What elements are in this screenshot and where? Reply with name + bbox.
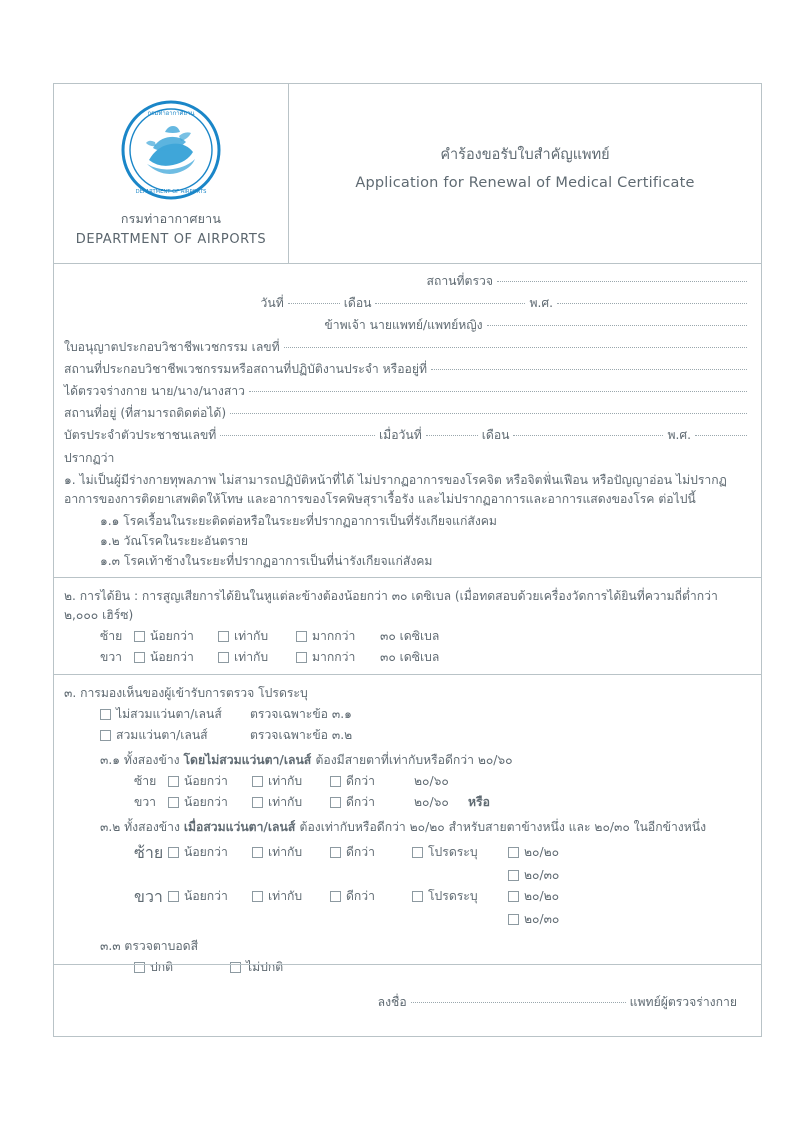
checkbox-icon[interactable] xyxy=(508,847,519,858)
form-header xyxy=(54,84,761,264)
vision32-right-label: ขวา xyxy=(134,887,163,906)
checkbox-icon[interactable] xyxy=(296,631,307,642)
svg-text:DEPARTMENT OF AIRPORTS: DEPARTMENT OF AIRPORTS xyxy=(135,189,207,195)
vision31-right-less-option[interactable] xyxy=(168,792,252,813)
signature-label: ลงชื่อ xyxy=(377,995,407,1009)
section3-1-heading xyxy=(64,750,751,771)
header-logo-cell xyxy=(54,84,289,263)
checkbox-icon[interactable] xyxy=(252,891,263,902)
section3-2-heading-part2: เมื่อสวมแว่นตา/เลนส์ xyxy=(183,820,300,834)
exam-date-row xyxy=(64,295,751,312)
checkbox-icon[interactable] xyxy=(508,870,519,881)
vision32-left-better-label: ดีกว่า xyxy=(346,845,375,859)
doctor-name-label: ข้าพเจ้า นายแพทย์/แพทย์หญิง xyxy=(324,318,483,332)
examinee-name-input[interactable] xyxy=(249,391,747,392)
hearing-right-equal-option[interactable] xyxy=(218,647,296,668)
idcard-label: บัตรประจำตัวประชาชนเลขที่ xyxy=(64,428,217,442)
section3-1-heading-part1: ๓.๑ ทั้งสองข้าง xyxy=(100,753,184,767)
checkbox-icon[interactable] xyxy=(330,797,341,808)
examinee-name-label: ได้ตรวจร่างกาย นาย/นาง/นางสาว xyxy=(64,384,245,398)
vision31-right-equal-option[interactable] xyxy=(252,792,330,813)
vision32-right-value2-label: ๒๐/๓๐ xyxy=(524,912,560,926)
vision32-left-better-option[interactable] xyxy=(330,842,412,863)
section1-item-1: ๑.๑ โรคเรื้อนในระยะติดต่อหรือในระยะที่ปรากฏอาการเป็นที่รังเกียจแก่สังคม xyxy=(100,514,497,528)
section2-heading: ๒. การได้ยิน : การสูญเสียการได้ยินในหูแต่ละข้างต้องน้อยกว่า ๓๐ เดซิเบล (เมื่อทดสอบด้วยเครื่องวัดการได้ยินที่ความถี่ต่ำกว่า ๒,๐๐๐ เฮิร์ซ) xyxy=(64,589,718,622)
signature-role-label: แพทย์ผู้ตรวจร่างกาย xyxy=(629,995,737,1009)
checkbox-icon[interactable] xyxy=(508,914,519,925)
license-input[interactable] xyxy=(284,347,747,348)
section3-3-heading: ๓.๓ ตรวจตาบอดสี xyxy=(100,939,199,953)
checkbox-icon[interactable] xyxy=(330,891,341,902)
hearing-left-more-option[interactable] xyxy=(296,626,378,647)
address-label: สถานที่อยู่ (ที่สามารถติดต่อได้) xyxy=(64,406,227,420)
vision31-right-label: ขวา xyxy=(134,795,157,809)
vision32-left-value1-option[interactable] xyxy=(508,842,559,863)
vision31-left-equal-label: เท่ากับ xyxy=(268,774,303,788)
checkbox-icon[interactable] xyxy=(100,709,111,720)
checkbox-icon[interactable] xyxy=(330,776,341,787)
vision32-right-less-option[interactable] xyxy=(168,886,252,907)
checkbox-icon[interactable] xyxy=(508,891,519,902)
vision31-right-better-label: ดีกว่า xyxy=(346,795,375,809)
license-row xyxy=(64,339,751,356)
checkbox-icon[interactable] xyxy=(134,652,145,663)
department-of-airports-seal-icon xyxy=(119,98,223,202)
vision-mode-lens-option[interactable] xyxy=(100,725,250,746)
vision31-left-less-label: น้อยกว่า xyxy=(184,774,228,788)
section1-text: ๑. ไม่เป็นผู้มีร่างกายทุพลภาพ ไม่สามารถปฏิบัติหน้าที่ได้ ไม่ปรากฏอาการของโรคจิต หรือจิตฟั่นเฟือน หรือปัญญาอ่อน ไม่ปรากฏอาการของการติดยาเสพติดให้โทษ และอาการของโรคพิษสุราเรื้อรัง และไม่ปรากฏอาการและอาการแสดงของโรค ต่อไปนี้ xyxy=(64,473,727,506)
examinee-name-row xyxy=(64,383,751,400)
section3-vision xyxy=(54,675,761,978)
exam-place-label: สถานที่ตรวจ xyxy=(426,274,493,288)
section2-hearing xyxy=(54,578,761,668)
signature-row xyxy=(54,965,761,1012)
svg-text:กรมท่าอากาศยาน: กรมท่าอากาศยาน xyxy=(147,110,195,117)
hearing-left-less-label: น้อยกว่า xyxy=(150,629,194,643)
hearing-right-value: ๓๐ เดซิเบล xyxy=(380,650,440,664)
hearing-left-equal-label: เท่ากับ xyxy=(234,629,269,643)
vision31-row-right xyxy=(64,792,751,813)
month-label: เดือน xyxy=(343,296,372,310)
vision32-left-less-option[interactable] xyxy=(168,842,252,863)
checkbox-icon[interactable] xyxy=(168,891,179,902)
vision31-left-better-option[interactable] xyxy=(330,771,412,792)
vision-mode-row-2 xyxy=(64,725,751,746)
vision32-left-specify-option[interactable] xyxy=(412,842,508,863)
doctor-name-input[interactable] xyxy=(487,325,747,326)
address-row xyxy=(64,405,751,422)
idcard-when-label: เมื่อวันที่ xyxy=(379,428,422,442)
section1-item-3: ๑.๓ โรคเท้าช้างในระยะที่ปรากฏอาการเป็นที่น่ารังเกียจแก่สังคม xyxy=(100,554,433,568)
section3-2-heading xyxy=(64,817,751,838)
section3-1-heading-part3: ต้องมีสายตาที่เท่ากับหรือดีกว่า ๒๐/๖๐ xyxy=(315,753,513,767)
colorblind-abnormal-label: ไม่ปกติ xyxy=(246,960,284,974)
section1-item-2: ๑.๒ วัณโรคในระยะอันตราย xyxy=(100,534,249,548)
checkbox-icon[interactable] xyxy=(218,652,229,663)
vision32-right-values xyxy=(508,886,559,930)
vision32-left-value2-label: ๒๐/๓๐ xyxy=(524,868,560,882)
hearing-left-value: ๓๐ เดซิเบล xyxy=(380,629,440,643)
hearing-right-equal-label: เท่ากับ xyxy=(234,650,269,664)
checkbox-icon[interactable] xyxy=(134,631,145,642)
hearing-right-more-label: มากกว่า xyxy=(312,650,356,664)
idcard-day-input[interactable] xyxy=(426,435,478,436)
hearing-right-more-option[interactable] xyxy=(296,647,378,668)
idcard-year-label: พ.ศ. xyxy=(667,428,691,442)
checkbox-icon[interactable] xyxy=(252,776,263,787)
vision32-row-right xyxy=(64,886,751,930)
vision31-right-equal-label: เท่ากับ xyxy=(268,795,303,809)
vision32-left-equal-option[interactable] xyxy=(252,842,330,863)
form-title-thai: คำร้องขอรับใบสำคัญแพทย์ xyxy=(440,146,610,163)
hearing-right-less-label: น้อยกว่า xyxy=(150,650,194,664)
idcard-month-input[interactable] xyxy=(513,435,663,436)
vision31-left-better-label: ดีกว่า xyxy=(346,774,375,788)
section3-2-heading-part3: ต้องเท่ากับหรือดีกว่า ๒๐/๒๐ สำหรับสายตาข้างหนึ่ง และ ๒๐/๓๐ ในอีกข้างหนึ่ง xyxy=(299,820,707,834)
date-label: วันที่ xyxy=(260,296,284,310)
checkbox-icon[interactable] xyxy=(296,652,307,663)
vision32-left-values xyxy=(508,842,559,886)
address-input[interactable] xyxy=(230,413,747,414)
section3-2-heading-part1: ๓.๒ ทั้งสองข้าง xyxy=(100,820,184,834)
hearing-right-label: ขวา xyxy=(100,650,123,664)
vision31-left-label: ซ้าย xyxy=(134,774,157,788)
vision32-right-equal-label: เท่ากับ xyxy=(268,889,303,903)
vision32-right-better-label: ดีกว่า xyxy=(346,889,375,903)
checkbox-icon[interactable] xyxy=(218,631,229,642)
hearing-left-more-label: มากกว่า xyxy=(312,629,356,643)
section3-1-heading-part2: โดยไม่สวมแว่นตา/เลนส์ xyxy=(183,753,316,767)
header-title-cell xyxy=(289,84,761,263)
vision32-left-value2-option[interactable] xyxy=(508,865,559,886)
vision31-left-value: ๒๐/๖๐ xyxy=(414,774,449,788)
vision31-right-better-option[interactable] xyxy=(330,792,412,813)
vision32-left-specify-label: โปรดระบุ xyxy=(428,845,478,859)
checkbox-icon[interactable] xyxy=(168,847,179,858)
signature-input[interactable] xyxy=(411,1002,626,1003)
vision32-right-specify-option[interactable] xyxy=(412,886,508,907)
section3-heading: ๓. การมองเห็นของผู้เข้ารับการตรวจ โปรดระบุ xyxy=(64,686,308,700)
checkbox-icon[interactable] xyxy=(168,797,179,808)
checkbox-icon[interactable] xyxy=(252,797,263,808)
vision31-left-equal-option[interactable] xyxy=(252,771,330,792)
vision31-left-less-option[interactable] xyxy=(168,771,252,792)
practice-place-label: สถานที่ประกอบวิชาชีพเวชกรรมหรือสถานที่ปฏิบัติงานประจำ หรืออยู่ที่ xyxy=(64,362,428,376)
year-input[interactable] xyxy=(557,303,747,304)
hearing-right-less-option[interactable] xyxy=(134,647,218,668)
vision31-right-less-label: น้อยกว่า xyxy=(184,795,228,809)
vision32-left-value1-label: ๒๐/๒๐ xyxy=(524,845,560,859)
vision32-right-equal-option[interactable] xyxy=(252,886,330,907)
month-input[interactable] xyxy=(375,303,525,304)
vision31-row-left xyxy=(64,771,751,792)
form-title-english: Application for Renewal of Medical Certificate xyxy=(355,174,695,191)
idcard-input[interactable] xyxy=(220,435,375,436)
vision32-right-value2-option[interactable] xyxy=(508,909,559,930)
applicant-fields-block xyxy=(54,264,761,571)
vision32-right-less-label: น้อยกว่า xyxy=(184,889,228,903)
vision-mode-row-1 xyxy=(64,704,751,725)
checkbox-icon[interactable] xyxy=(330,847,341,858)
vision-mode-nolens-note: ตรวจเฉพาะข้อ ๓.๑ xyxy=(250,707,352,721)
vision32-right-specify-label: โปรดระบุ xyxy=(428,889,478,903)
license-label: ใบอนุญาตประกอบวิชาชีพเวชกรรม เลขที่ xyxy=(64,340,280,354)
checkbox-icon[interactable] xyxy=(252,847,263,858)
org-name-thai: กรมท่าอากาศยาน xyxy=(120,211,222,226)
form-document xyxy=(53,83,762,1037)
hearing-left-less-option[interactable] xyxy=(134,626,218,647)
practice-place-row xyxy=(64,361,751,378)
vision-mode-lens-note: ตรวจเฉพาะข้อ ๓.๒ xyxy=(250,728,353,742)
vision31-or-label: หรือ xyxy=(468,795,490,809)
result-intro-label: ปรากฏว่า xyxy=(64,451,115,465)
vision32-right-value1-label: ๒๐/๒๐ xyxy=(524,889,560,903)
doctor-name-row xyxy=(64,317,751,334)
vision32-left-equal-label: เท่ากับ xyxy=(268,845,303,859)
hearing-left-equal-option[interactable] xyxy=(218,626,296,647)
vision32-left-less-label: น้อยกว่า xyxy=(184,845,228,859)
org-name-english: DEPARTMENT OF AIRPORTS xyxy=(75,232,267,247)
checkbox-icon[interactable] xyxy=(412,891,423,902)
exam-place-row xyxy=(64,273,751,290)
checkbox-icon[interactable] xyxy=(168,776,179,787)
checkbox-icon[interactable] xyxy=(100,730,111,741)
vision31-right-value: ๒๐/๖๐ xyxy=(414,795,449,809)
vision-mode-nolens-label: ไม่สวมแว่นตา/เลนส์ xyxy=(116,707,222,721)
vision32-row-left xyxy=(64,842,751,886)
idcard-row xyxy=(64,427,751,444)
vision32-left-label: ซ้าย xyxy=(134,843,164,862)
checkbox-icon[interactable] xyxy=(412,847,423,858)
year-label: พ.ศ. xyxy=(529,296,553,310)
signature-area xyxy=(54,964,761,1036)
exam-place-input[interactable] xyxy=(497,281,747,282)
vision32-right-value1-option[interactable] xyxy=(508,886,559,907)
vision32-right-better-option[interactable] xyxy=(330,886,412,907)
vision-mode-nolens-option[interactable] xyxy=(100,704,250,725)
practice-place-input[interactable] xyxy=(431,369,747,370)
hearing-row-right xyxy=(64,647,751,668)
date-input[interactable] xyxy=(288,303,340,304)
idcard-year-input[interactable] xyxy=(695,435,747,436)
idcard-month-label: เดือน xyxy=(481,428,510,442)
hearing-row-left xyxy=(64,626,751,647)
colorblind-normal-label: ปกติ xyxy=(150,960,174,974)
hearing-left-label: ซ้าย xyxy=(100,629,123,643)
vision-mode-lens-label: สวมแว่นตา/เลนส์ xyxy=(116,728,208,742)
